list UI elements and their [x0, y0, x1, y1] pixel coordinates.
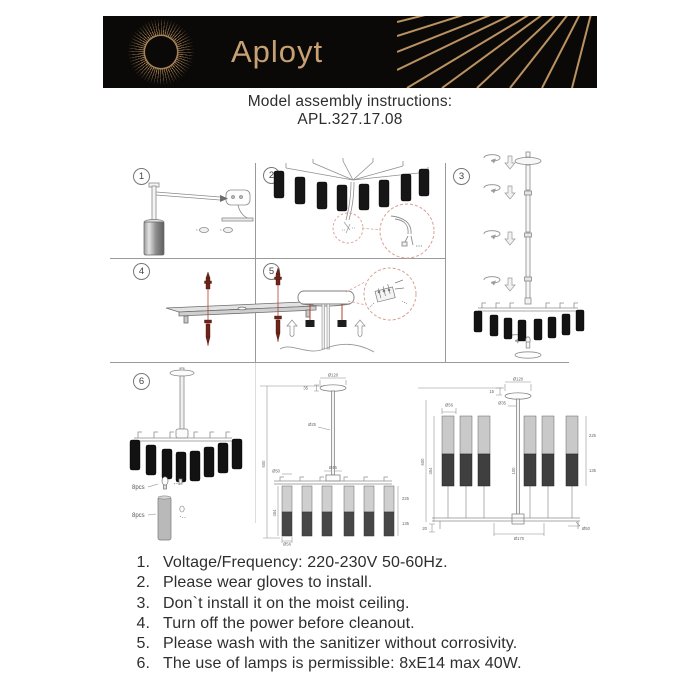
step-badge-3: 3: [453, 168, 470, 185]
detail-circle-large: [380, 204, 434, 258]
note-text: Don`t install it on the moist ceiling.: [163, 594, 410, 612]
svg-text:454: 454: [428, 467, 433, 475]
shade-qty-label: 8pcs: [132, 513, 145, 519]
bulb-qty-label: 8pcs: [132, 485, 145, 491]
step-badge-4: 4: [133, 263, 150, 280]
step-badge-5: 5: [263, 263, 280, 280]
svg-text:225: 225: [589, 433, 596, 438]
svg-text:Ø50: Ø50: [272, 468, 280, 474]
note-number: 3.: [136, 594, 150, 612]
note-text: Please wash with the sanitizer without corrosivity.: [163, 635, 518, 653]
up-arrow-icon: [287, 320, 365, 337]
note-text: Please wear gloves to install.: [163, 574, 373, 592]
panel2-wiring-drawing: [258, 158, 444, 260]
tech-drawing-short: [418, 376, 596, 544]
note-number: 6.: [136, 655, 150, 673]
svg-text:600: 600: [420, 458, 425, 466]
shade-row: [442, 416, 578, 486]
note-item: [120, 634, 595, 654]
svg-text:135: 135: [589, 468, 596, 473]
svg-text:135: 135: [402, 521, 409, 526]
shade-row: [130, 439, 242, 482]
svg-text:Ø56: Ø56: [445, 402, 453, 408]
panel3-stem-assembly-drawing: [448, 148, 600, 362]
shade-row: [474, 310, 584, 341]
down-arrow-icon: [505, 156, 515, 291]
page-title: Model assembly instructions:: [247, 93, 453, 110]
note-number: 1.: [136, 554, 150, 571]
note-item: [120, 594, 595, 614]
svg-text:35: 35: [303, 385, 308, 391]
svg-text:Ø120: Ø120: [327, 372, 339, 378]
svg-text:Ø45: Ø45: [329, 465, 337, 470]
panel5-canopy-drawing: [262, 265, 440, 365]
svg-text:Ø35: Ø35: [498, 400, 506, 406]
note-text: Turn off the power before cleanout.: [163, 614, 415, 632]
note-item: [120, 553, 595, 573]
canopy: [515, 157, 541, 164]
note-item: [120, 573, 595, 593]
hub-connector: [226, 190, 250, 205]
note-number: 5.: [136, 635, 150, 653]
grid-vline-2: [445, 163, 446, 362]
brand-name: Aployt: [231, 34, 324, 69]
model-number: APL.327.17.08: [297, 111, 403, 128]
svg-text:225: 225: [402, 496, 409, 501]
svg-text:100: 100: [511, 467, 516, 475]
cylinder-shade: [144, 222, 164, 255]
svg-text:Ø56: Ø56: [283, 541, 291, 546]
shade-part-icon: [158, 496, 186, 540]
step-badge-1: 1: [133, 168, 150, 185]
canopy: [320, 385, 346, 391]
note-item: [120, 614, 595, 634]
svg-text:15: 15: [489, 389, 494, 394]
canopy: [170, 370, 194, 376]
canopy: [298, 291, 354, 304]
panel1-arm-assembly-drawing: [122, 168, 254, 263]
step-badge-2: 2: [263, 167, 280, 184]
tech-drawing-long: [258, 370, 410, 546]
header-banner: [103, 16, 597, 88]
svg-text:Ø120: Ø120: [512, 376, 524, 382]
sunburst-logo-icon: [128, 19, 194, 85]
note-text: Voltage/Frequency: 220-230V 50-60Hz.: [163, 554, 448, 571]
svg-text:20: 20: [422, 526, 427, 531]
svg-text:Ø50: Ø50: [582, 526, 590, 531]
rays-decoration-icon: [397, 16, 597, 88]
terminal-blocks: [306, 304, 347, 327]
note-text: The use of lamps is permissible: 8xE14 max 40W.: [163, 655, 522, 673]
notes-list: [120, 553, 595, 675]
svg-text:Ø170: Ø170: [513, 536, 525, 541]
panel6-fixture-drawing: [122, 366, 268, 544]
rotation-arrow-icon: [484, 155, 500, 164]
step-badge-6: 6: [133, 373, 150, 390]
canopy: [505, 393, 531, 399]
shade-row: [282, 486, 394, 536]
svg-text:600: 600: [261, 460, 266, 468]
note-number: 4.: [136, 614, 150, 632]
svg-text:454: 454: [272, 509, 277, 517]
svg-text:Ø25: Ø25: [308, 422, 316, 427]
note-item: [120, 654, 595, 674]
note-number: 2.: [136, 574, 150, 592]
